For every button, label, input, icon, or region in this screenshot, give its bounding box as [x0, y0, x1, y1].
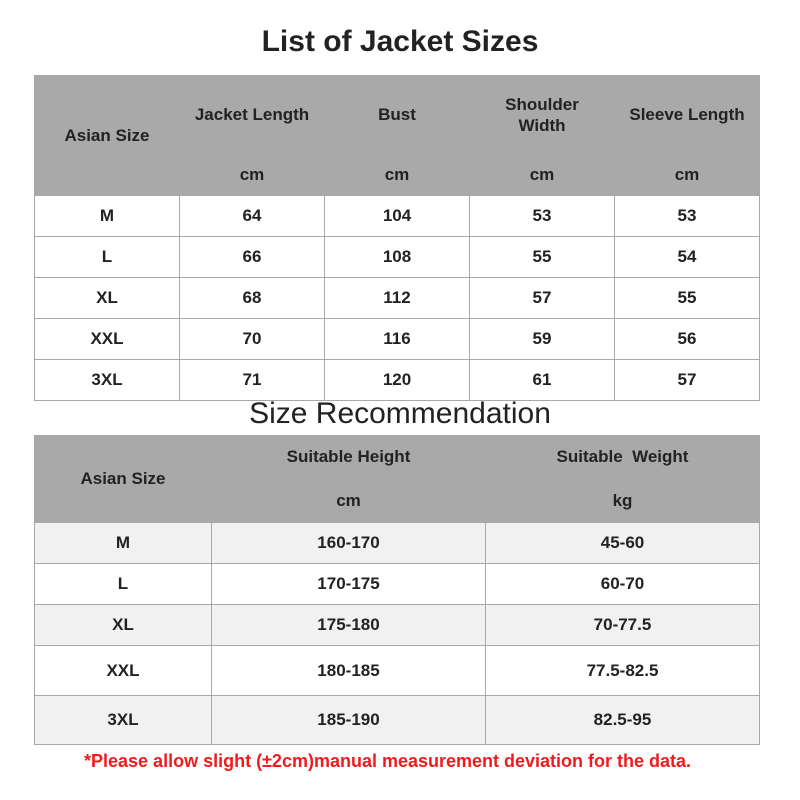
- size-cell: XL: [35, 278, 180, 319]
- size-cell: M: [35, 196, 180, 237]
- value-cell: 82.5-95: [486, 696, 760, 745]
- value-cell: 57: [615, 360, 760, 401]
- size-cell: L: [35, 237, 180, 278]
- value-cell: 53: [615, 196, 760, 237]
- value-cell: 77.5-82.5: [486, 646, 760, 696]
- column-header-suitable-height: Suitable Height: [212, 436, 486, 479]
- value-cell: 175-180: [212, 605, 486, 646]
- value-cell: 71: [180, 360, 325, 401]
- column-header-bust: Bust: [325, 76, 470, 155]
- page-title: List of Jacket Sizes: [261, 25, 539, 58]
- section-title: Size Recommendation: [249, 397, 551, 430]
- value-cell: 112: [325, 278, 470, 319]
- table-row: [35, 605, 760, 646]
- column-header-jacket-length: Jacket Length: [180, 76, 325, 155]
- value-cell: 55: [615, 278, 760, 319]
- unit-cell: kg: [486, 479, 760, 523]
- size-cell: XL: [35, 605, 212, 646]
- table-row: [35, 196, 760, 237]
- value-cell: 108: [325, 237, 470, 278]
- table-row: [35, 523, 760, 564]
- value-cell: 180-185: [212, 646, 486, 696]
- column-header-suitable-weight: Suitable Weight: [486, 436, 760, 479]
- table-row: [35, 278, 760, 319]
- value-cell: 55: [470, 237, 615, 278]
- table-row: [35, 237, 760, 278]
- value-cell: 104: [325, 196, 470, 237]
- jacket-size-table: [34, 75, 760, 401]
- value-cell: 66: [180, 237, 325, 278]
- value-cell: 116: [325, 319, 470, 360]
- size-recommendation-table: [34, 435, 760, 745]
- table-row: [35, 696, 760, 745]
- column-header-sleeve-length: Sleeve Length: [615, 76, 760, 155]
- value-cell: 68: [180, 278, 325, 319]
- value-cell: 61: [470, 360, 615, 401]
- measurement-footnote: *Please allow slight (±2cm)manual measurement deviation for the data.: [84, 751, 692, 771]
- table-row: [35, 319, 760, 360]
- size-cell: XXL: [35, 646, 212, 696]
- value-cell: 53: [470, 196, 615, 237]
- value-cell: 57: [470, 278, 615, 319]
- value-cell: 185-190: [212, 696, 486, 745]
- table-header-row: [35, 76, 760, 155]
- size-cell: 3XL: [35, 696, 212, 745]
- unit-cell: cm: [470, 155, 615, 196]
- unit-cell: cm: [180, 155, 325, 196]
- size-cell: XXL: [35, 319, 180, 360]
- table-row: [35, 564, 760, 605]
- value-cell: 70-77.5: [486, 605, 760, 646]
- table-header-row: [35, 436, 760, 479]
- value-cell: 56: [615, 319, 760, 360]
- asian-size-header: Asian Size: [35, 76, 180, 196]
- value-cell: 120: [325, 360, 470, 401]
- unit-cell: cm: [615, 155, 760, 196]
- value-cell: 170-175: [212, 564, 486, 605]
- value-cell: 64: [180, 196, 325, 237]
- size-cell: 3XL: [35, 360, 180, 401]
- size-cell: M: [35, 523, 212, 564]
- table-row: [35, 646, 760, 696]
- asian-size-header: Asian Size: [35, 436, 212, 523]
- value-cell: 45-60: [486, 523, 760, 564]
- size-cell: L: [35, 564, 212, 605]
- unit-cell: cm: [325, 155, 470, 196]
- value-cell: 59: [470, 319, 615, 360]
- value-cell: 160-170: [212, 523, 486, 564]
- unit-cell: cm: [212, 479, 486, 523]
- value-cell: 54: [615, 237, 760, 278]
- value-cell: 70: [180, 319, 325, 360]
- value-cell: 60-70: [486, 564, 760, 605]
- column-header-shoulder-width: Shoulder Width: [470, 76, 615, 155]
